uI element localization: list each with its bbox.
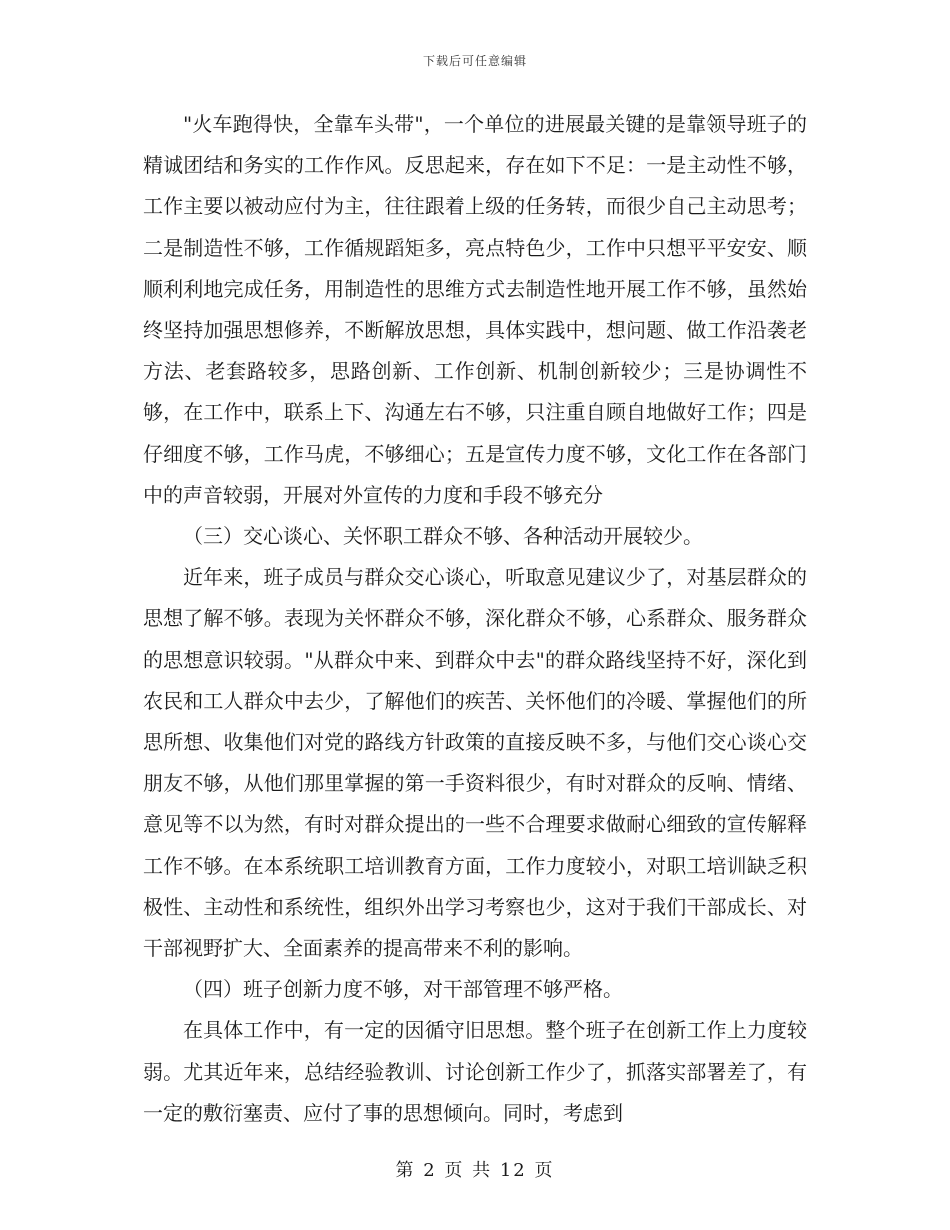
section-heading-4: （四）班子创新力度不够，对干部管理不够严格。 — [183, 977, 623, 1002]
paragraph-innovation: 在具体工作中，有一定的因循守旧思想。整个班子在创新工作上力度较弱。尤其近年来，总结经验教训、讨论创新工作少了，抓落实部署差了，有一定的敷衍塞责、应付了事的思想倾向。同时，考虑到 — [143, 1018, 807, 1125]
section-heading-3: （三）交心谈心、关怀职工群众不够、各种活动开展较少。 — [183, 524, 703, 549]
page-footer: 第 2 页 共 12 页 — [395, 1160, 555, 1181]
document-body — [143, 104, 807, 1134]
paragraph-mass-contact: 近年来，班子成员与群众交心谈心，听取意见建议少了，对基层群众的思想了解不够。表现为关怀群众不够，深化群众不够，心系群众、服务群众的思想意识较弱。"从群众中来、到群众中去"的群众路线坚持不好，深化到农民和工人群众中去少，了解他们的疾苦、关怀他们的冷暖、掌握他们的所思所想、收集他们对党的路线方针政策的直接反映不多，与他们交心谈心交朋友不够，从他们那里掌握的第一手资料很少，有时对群众的反响、情绪、意见等不以为然，有时对群众提出的一些不合理要求做耐心细致的宣传解释工作不够。在本系统职工培训教育方面，工作力度较小，对职工培训缺乏积极性、主动性和系统性，组织外出学习考察也少，这对于我们干部成长、对干部视野扩大、全面素养的提高带来不利的影响。 — [143, 565, 807, 961]
page-header: 下载后可任意编辑 — [422, 54, 527, 68]
paragraph-leadership-shortcomings: "火车跑得快，全靠车头带"，一个单位的进展最关键的是靠领导班子的精诚团结和务实的工作作风。反思起来，存在如下不足：一是主动性不够，工作主要以被动应付为主，往往跟着上级的任务转，而很少自己主动思考；二是制造性不够，工作循规蹈矩多，亮点特色少，工作中只想平平安安、顺顺利利地完成任务，用制造性的思维方式去制造性地开展工作不够，虽然始终坚持加强思想修养，不断解放思想，具体实践中，想问题、做工作沿袭老方法、老套路较多，思路创新、工作创新、机制创新较少；三是协调性不够，在工作中，联系上下、沟通左右不够，只注重自顾自地做好工作；四是仔细度不够，工作马虎，不够细心；五是宣传力度不够，文化工作在各部门中的声音较弱，开展对外宣传的力度和手段不够充分 — [143, 112, 807, 507]
